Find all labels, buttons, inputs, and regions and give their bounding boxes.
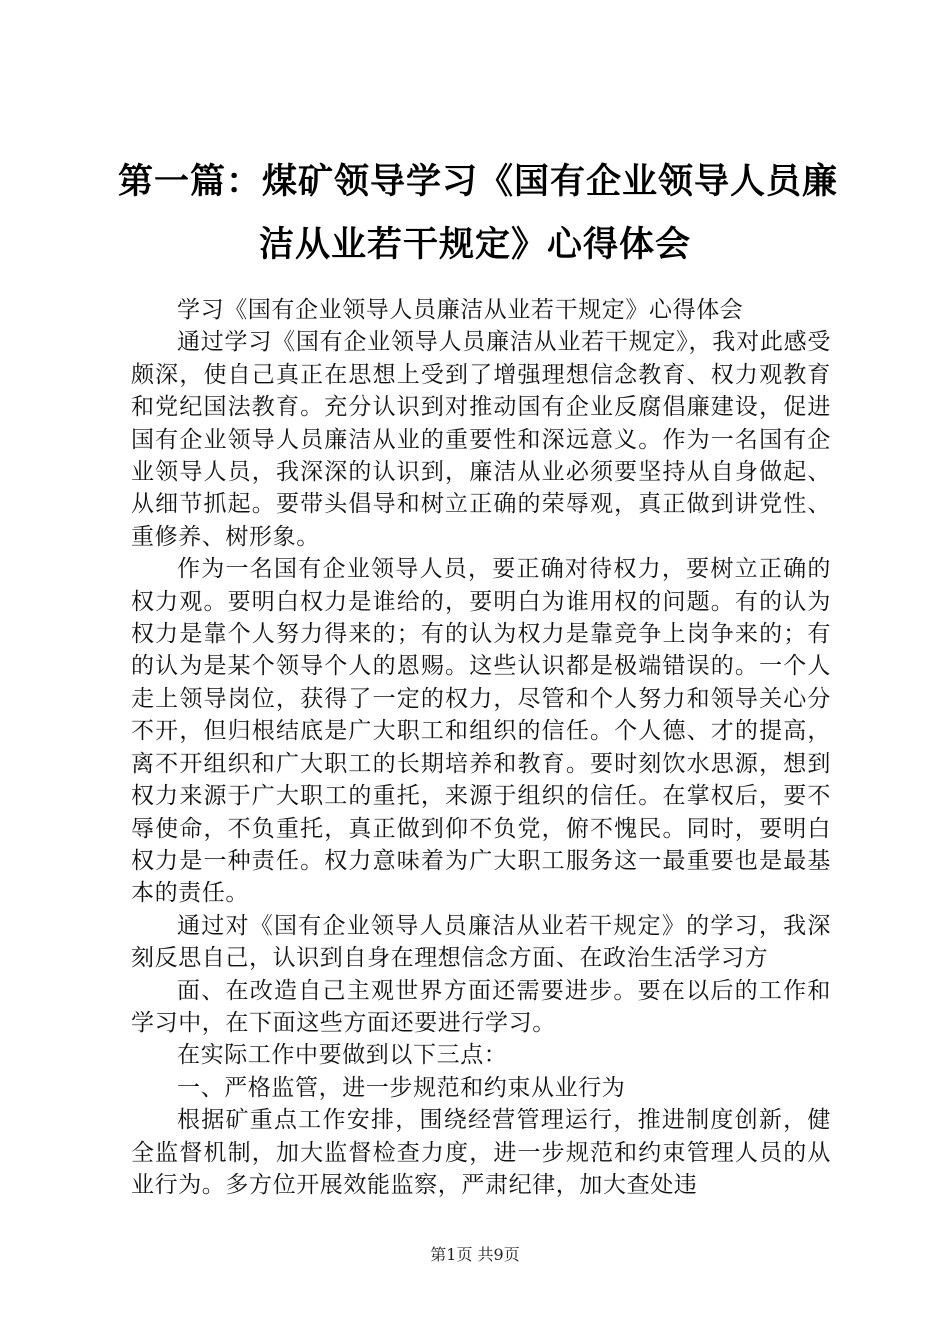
body-paragraph: 通过学习《国有企业领导人员廉洁从业若干规定》，我对此感受颇深，使自己真正在思想上受到了增强理想信念教育、权力观教育和党纪国法教育。充分认识到对推动国有企业反腐倡廉建设，促进国有企业领导人员廉洁从业的重要性和深远意义。作为一名国有企业领导人员，我深深的认识到，廉洁从业必须要坚持从自身做起、从细节抓起。要带头倡导和树立正确的荣辱观，真正做到讲党性、重修养、树形象。	[131, 329, 831, 550]
body-paragraph: 通过对《国有企业领导人员廉洁从业若干规定》的学习，我深刻反思自己，认识到自身在理想信念方面、在政治生活学习方	[131, 912, 831, 972]
body-paragraph: 作为一名国有企业领导人员，要正确对待权力，要树立正确的权力观。要明白权力是谁给的，要明白为谁用权的问题。有的认为权力是靠个人努力得来的；有的认为权力是靠竞争上岗争来的；有的认为是某个领导个人的恩赐。这些认识都是极端错误的。一个人走上领导岗位，获得了一定的权力，尽管和个人努力和领导关心分不开，但归根结底是广大职工和组织的信任。个人德、才的提高，离不开组织和广大职工的长期培养和教育。要时刻饮水思源，想到权力来源于广大职工的重托，来源于组织的信任。在掌权后，要不辱使命，不负重托，真正做到仰不负党，俯不愧民。同时，要明白权力是一种责任。权力意味着为广大职工服务这一最重要也是最基本的责任。	[131, 556, 831, 907]
document-body	[131, 294, 831, 1201]
subtitle-paragraph: 学习《国有企业领导人员廉洁从业若干规定》心得体会	[177, 297, 744, 323]
body-paragraph: 根据矿重点工作安排，围绕经营管理运行，推进制度创新，健全监督机制，加大监督检查力度，进一步规范和约束管理人员的从业行为。多方位开展效能监察，严肃纪律，加大查处违	[131, 1107, 831, 1198]
section-heading: 一、严格监管，进一步规范和约束从业行为	[177, 1074, 626, 1101]
document-title-line-2: 洁从业若干规定》心得体会	[258, 224, 691, 265]
document-title-line-1: 第一篇：煤矿领导学习《国有企业领导人员廉	[118, 161, 839, 202]
page-number-footer: 第1页 共9页	[430, 1245, 520, 1264]
body-paragraph: 面、在改造自己主观世界方面还需要进步。要在以后的工作和学习中，在下面这些方面还要进行学习。	[131, 977, 831, 1036]
body-paragraph: 在实际工作中要做到以下三点：	[177, 1042, 508, 1069]
